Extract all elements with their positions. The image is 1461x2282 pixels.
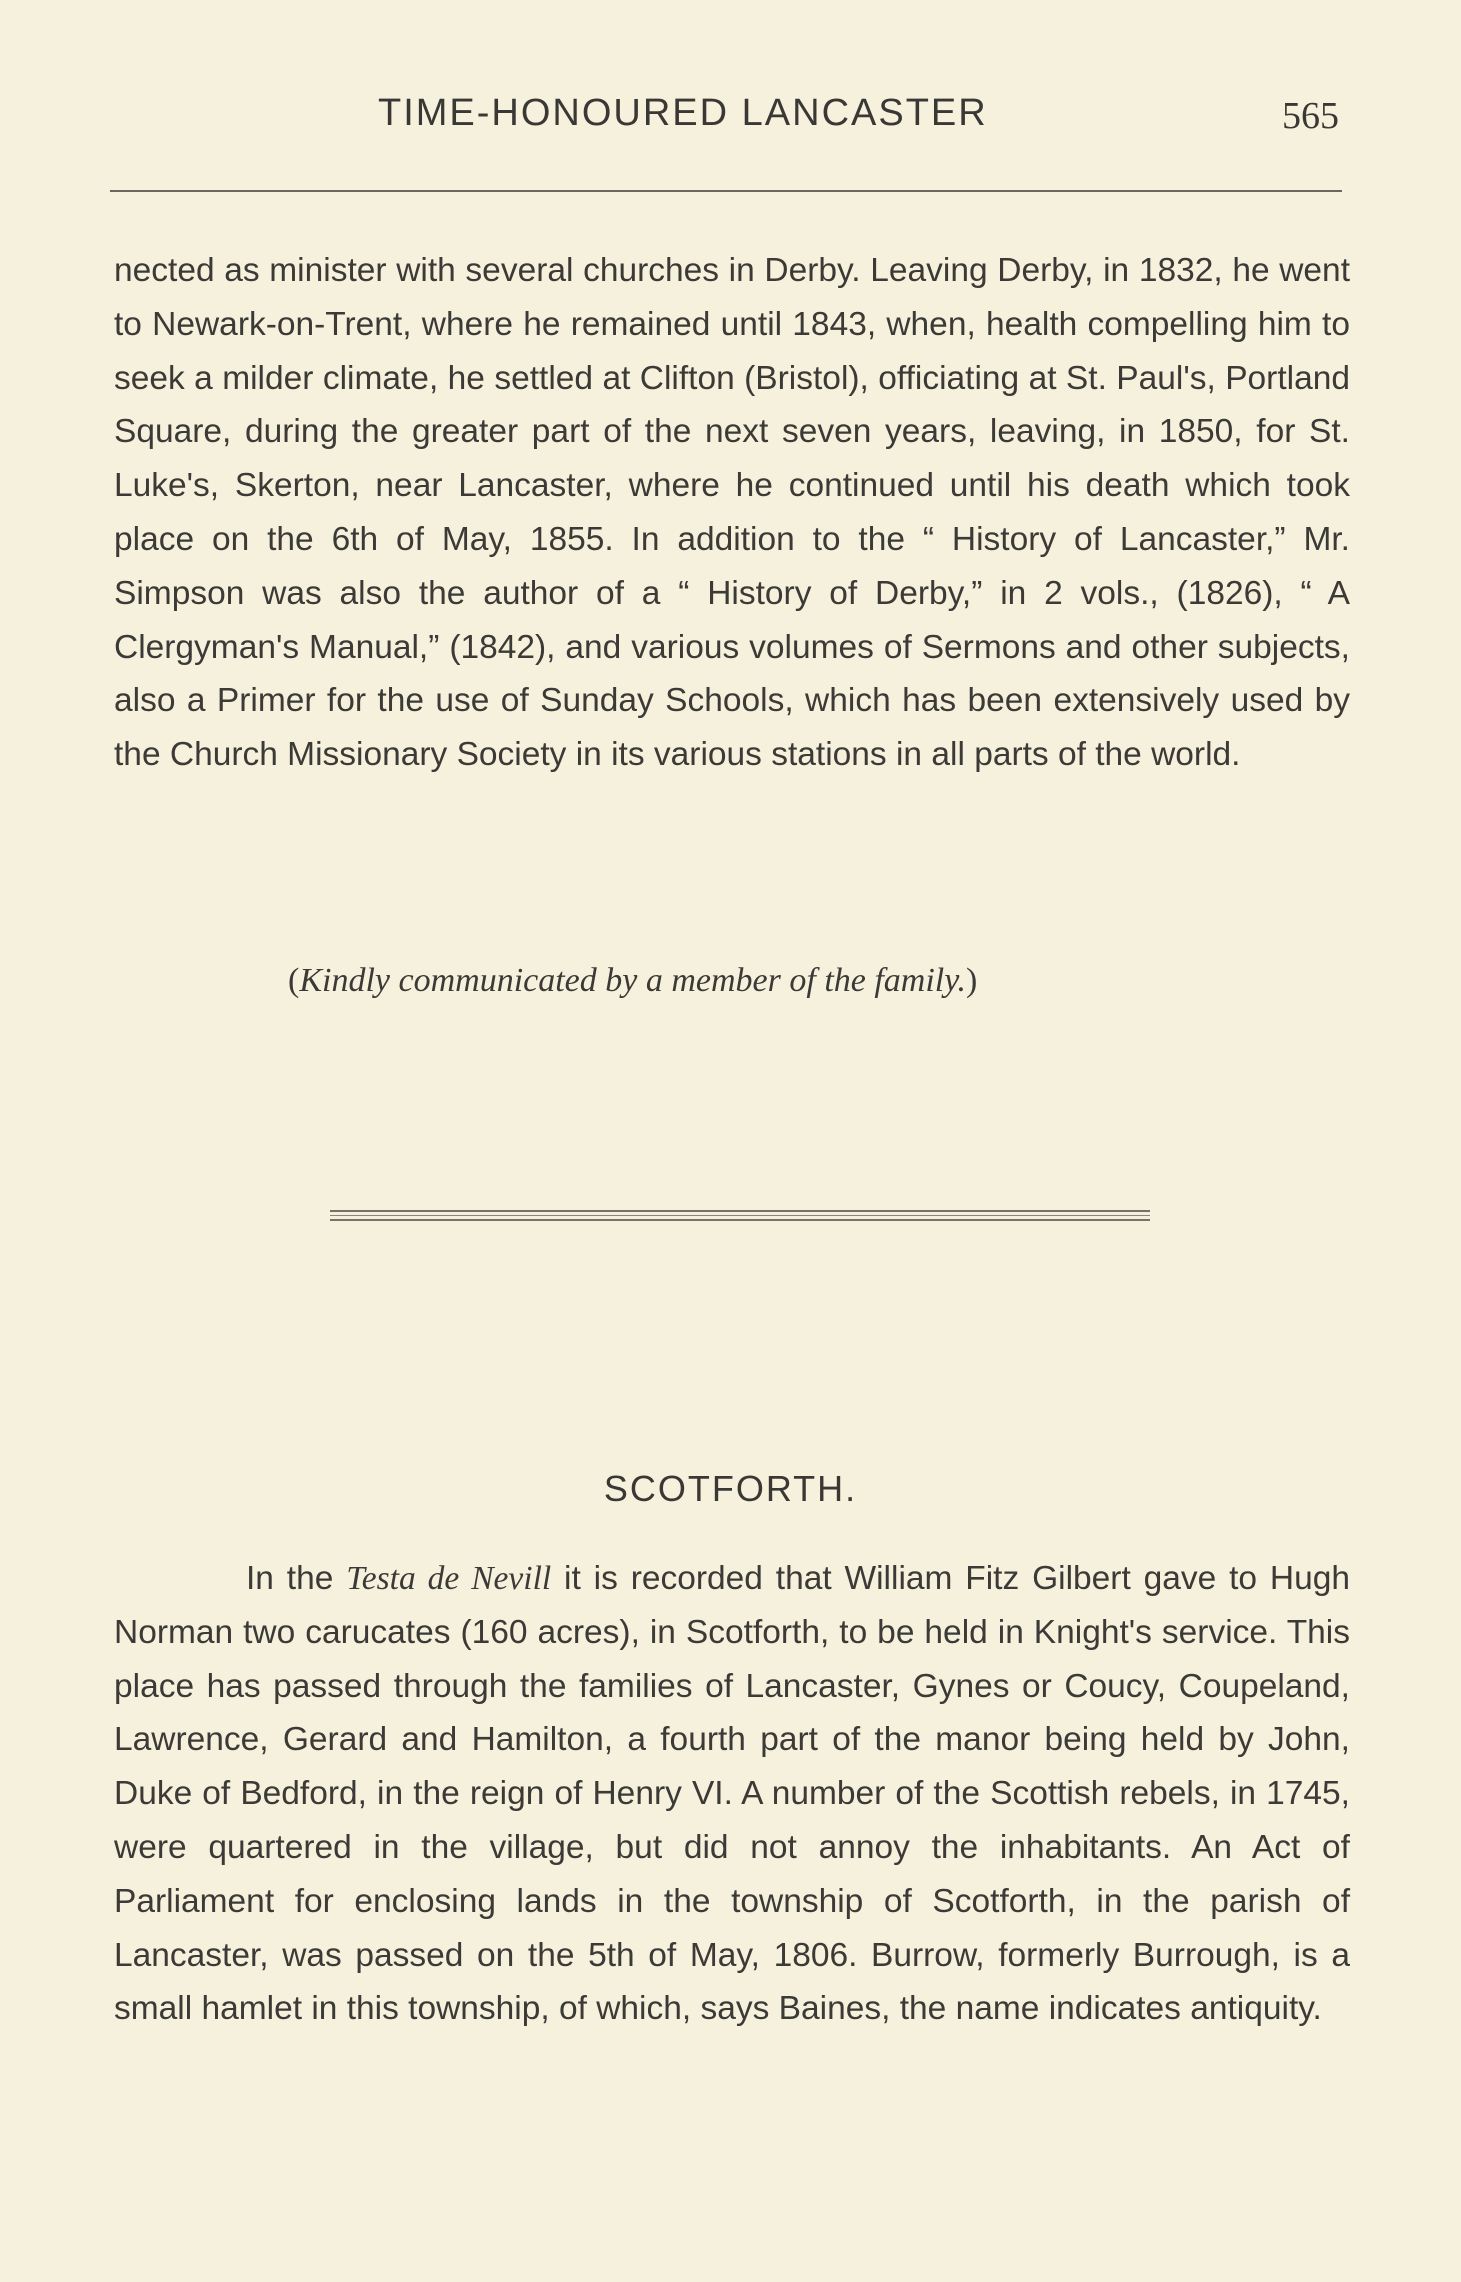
divider-line-middle	[330, 1215, 1150, 1216]
page-number: 565	[1282, 95, 1339, 137]
divider-line-bottom	[330, 1219, 1150, 1221]
section-heading: SCOTFORTH.	[603, 1468, 858, 1509]
scotforth-paragraph	[114, 1552, 1350, 2036]
attribution-open-paren: (	[288, 962, 300, 999]
source-title: Testa de Nevill	[346, 1560, 552, 1597]
continuation-text: nected as minister with several churches in Derby. Leaving Derby, in 1832, he went to Newark-on-Trent, where he remained until 1843, when, health compelling him to seek a milder climate, he settled at Clifton (Bristol), officiating at St. Paul's, Portland Square, during the greater part of the next seven years, leaving, in 1850, for St. Luke's, Skerton, near Lancaster, where he continued until his death which took place on the 6th of May, 1855. In addition to the “ History of Lancaster,” Mr. Simpson was also the author of a “ History of Derby,” in 2 vols., (1826), “ A Clergyman's Manual,” (1842), and various volumes of Sermons and other subjects, also a Primer for the use of Sunday Schools, which has been extensively used by the Church Missionary Society in its various stations in all parts of the world.	[114, 252, 1350, 774]
divider-line-top	[330, 1210, 1150, 1212]
continuation-paragraph	[114, 244, 1350, 782]
attribution-close-paren: )	[965, 962, 978, 999]
attribution-text: Kindly communicated by a member of the family.	[299, 962, 966, 999]
scotforth-intro: In the	[246, 1560, 347, 1597]
running-title: TIME-HONOURED LANCASTER	[378, 92, 988, 134]
scotforth-body: it is recorded that William Fitz Gilbert gave to Hugh Norman two carucates (160 acres), in Scotforth, to be held in Knight's service. This place has passed through the families of Lancaster, Gynes or Coucy, Coupeland, Lawrence, Gerard and Hamilton, a fourth part of the manor being held by John, Duke of Bedford, in the reign of Henry VI. A number of the Scottish rebels, in 1745, were quartered in the village, but did not annoy the inhabitants. An Act of Parliament for enclosing lands in the township of Scotforth, in the parish of Lancaster, was passed on the 5th of May, 1806. Burrow, formerly Burrough, is a small hamlet in this township, of which, says Baines, the name indicates antiquity.	[114, 1560, 1350, 2028]
running-head	[0, 92, 1461, 142]
header-rule	[110, 190, 1342, 192]
scotforth-text	[114, 1552, 1350, 2036]
attribution-line	[288, 962, 977, 1000]
section-divider	[330, 1210, 1150, 1222]
